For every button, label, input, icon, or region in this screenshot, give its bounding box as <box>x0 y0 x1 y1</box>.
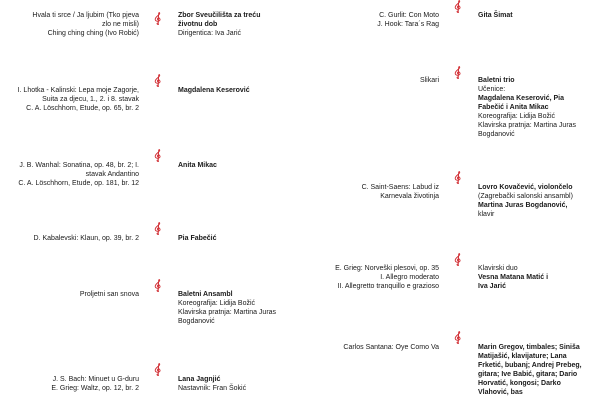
performer-detail: Dirigentica: Iva Jarić <box>178 30 242 37</box>
piece-line: Slikari <box>419 77 439 84</box>
performer-name: Zbor Sveučilišta za treću <box>178 12 261 19</box>
piece-line: zlo ne misli) <box>102 21 139 28</box>
performer-detail: Bogdanović <box>178 318 215 325</box>
performer <box>478 11 596 20</box>
piece-line: Hvala ti srce / Ja ljubim (Tko pjeva <box>32 12 139 19</box>
treble-clef-icon <box>454 253 462 266</box>
treble-clef-icon <box>154 74 162 87</box>
piece-line: Carlos Santana: Oye Como Va <box>343 344 439 351</box>
performer <box>478 183 596 219</box>
piece-list <box>4 86 139 113</box>
performer-name: Matijašić, klavijature; Lana <box>478 353 567 360</box>
performer-name: Lana Jagnjić <box>178 376 221 383</box>
performer <box>178 290 296 326</box>
piece-list <box>304 11 439 29</box>
performer <box>478 76 596 139</box>
performer-detail: Koreografija: Lidija Božić <box>178 300 256 307</box>
performer-detail: Učenice: <box>478 86 506 93</box>
piece-line: J. Hook: Tara´s Rag <box>377 21 439 28</box>
performer-name: Gita Šimat <box>478 12 513 19</box>
performer-detail: Koreografija: Lidija Božić <box>478 113 556 120</box>
performer <box>478 264 596 291</box>
performer-name: Marin Gregov, timbales; Siniša <box>478 344 580 351</box>
treble-clef-icon <box>154 279 162 292</box>
piece-list <box>4 161 139 188</box>
piece-line: J. B. Wanhal: Sonatina, op. 48, br. 2; I. <box>19 162 139 169</box>
piece-line: C. A. Löschhorn, Etude, op. 65, br. 2 <box>26 105 139 112</box>
performer-name: Baletni trio <box>478 77 515 84</box>
performer-name: Lovro Kovačević, violončelo <box>478 184 573 191</box>
piece-list <box>4 234 139 243</box>
performer-name: Anita Mikac <box>178 162 217 169</box>
piece-line: E. Grieg: Norveški plesovi, op. 35 <box>335 265 439 272</box>
performer <box>178 375 296 393</box>
piece-list <box>4 11 139 38</box>
treble-clef-icon <box>454 331 462 344</box>
piece-list <box>304 76 439 85</box>
performer-name: Vlahović, bas <box>478 389 523 396</box>
performer <box>178 86 296 95</box>
piece-line: stavak Andantino <box>85 171 139 178</box>
performer-name: Magdalena Keserović, Pia <box>478 95 564 102</box>
piece-list <box>304 264 439 291</box>
performer-name: Frketić, bubanj; Andrej Prebeg, <box>478 362 582 369</box>
performer-name: Baletni Ansambl <box>178 291 233 298</box>
treble-clef-icon <box>154 12 162 25</box>
piece-line: C. Gurlit: Con Moto <box>379 12 439 19</box>
piece-line: II. Allegretto tranquillo e grazioso <box>337 283 439 290</box>
performer <box>178 161 296 170</box>
piece-line: J. S. Bach: Minuet u G-duru <box>52 376 139 383</box>
program-column-right <box>300 0 600 400</box>
performer-detail: klavir <box>478 211 495 218</box>
performer-name: Magdalena Keserović <box>178 87 250 94</box>
performer-name: Martina Juras Bogdanović, <box>478 202 568 209</box>
piece-line: Proljetni san snova <box>79 291 139 298</box>
treble-clef-icon <box>154 149 162 162</box>
piece-line: Ching ching ching (Ivo Robić) <box>47 30 139 37</box>
performer-name: Iva Jarić <box>478 283 507 290</box>
treble-clef-icon <box>454 66 462 79</box>
performer-detail: Nastavnik: Fran Šokić <box>178 385 247 392</box>
treble-clef-icon <box>154 363 162 376</box>
piece-list <box>4 290 139 299</box>
piece-line: E. Grieg: Waltz, op. 12, br. 2 <box>51 385 139 392</box>
piece-line: I. Lhotka - Kalinski: Lepa moje Zagorje, <box>17 87 139 94</box>
performer-detail: Klavirska pratnja: Martina Juras <box>178 309 277 316</box>
treble-clef-icon <box>154 222 162 235</box>
performer <box>478 343 596 397</box>
performer-name: životnu dob <box>178 21 218 28</box>
piece-line: I. Allegro moderato <box>380 274 439 281</box>
performer-name: Pia Fabečić <box>178 235 217 242</box>
treble-clef-icon <box>454 0 462 13</box>
piece-line: C. A. Löschhorn, Etude, op. 181, br. 12 <box>18 180 139 187</box>
performer-detail: (Zagrebački salonski ansambl) <box>478 193 573 200</box>
piece-line: Karnevala životinja <box>380 193 439 200</box>
performer-name: Vesna Matana Matić i <box>478 274 549 281</box>
performer-name: gitara; Ive Babić, gitara; Dario <box>478 371 578 378</box>
performer <box>178 11 296 38</box>
piece-line: D. Kabalevski: Klaun, op. 39, br. 2 <box>33 235 139 242</box>
performer-detail: Klavirska pratnja: Martina Juras <box>478 122 577 129</box>
piece-line: Suita za djecu, 1., 2. i 8. stavak <box>42 96 139 103</box>
performer-name: Fabečić i Anita Mikac <box>478 104 549 111</box>
performer-detail: Klavirski duo <box>478 265 518 272</box>
performer <box>178 234 296 243</box>
performer-name: Horvatić, kongosi; Darko <box>478 380 561 387</box>
piece-line: C. Saint-Saens: Labud iz <box>361 184 439 191</box>
piece-list <box>304 183 439 201</box>
piece-list <box>304 343 439 352</box>
treble-clef-icon <box>454 171 462 184</box>
piece-list <box>4 375 139 393</box>
performer-detail: Bogdanović <box>478 131 515 138</box>
